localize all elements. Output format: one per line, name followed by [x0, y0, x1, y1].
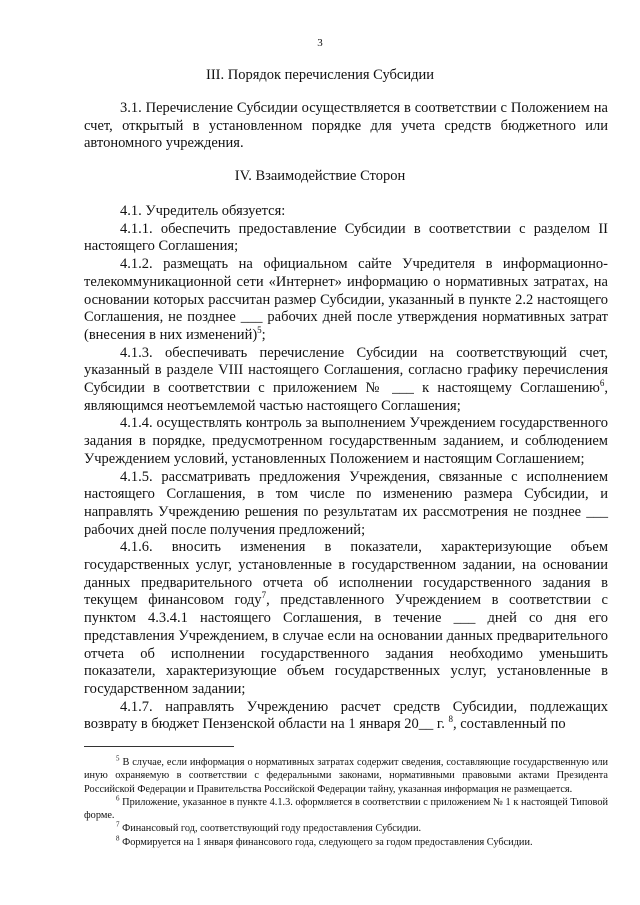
- footnote-divider: [84, 746, 234, 747]
- paragraph-4-1-5: 4.1.5. рассматривать предложения Учреждения, связанные с исполнением настоящего Соглашения, в том числе по изменению размера Субсидии, и направлять Учреждению решения по результатам их рассмотрения не позднее ___ рабочих дней после получения предложений;: [84, 468, 608, 538]
- footnote-6: $^6$ Приложение, указанное в пункте 4.1.3. оформляется в соответствии с приложением № 1 к настоящей Типовой форме.: [84, 794, 609, 822]
- footnote-ref-7: 7: [261, 590, 267, 601]
- paragraph-3-1: 3.1. Перечисление Субсидии осуществляется в соответствии с Положением на счет, открытый в установленном порядке для учета средств бюджетного или автономного учреждения.: [84, 100, 608, 152]
- section-title-4: IV. Взаимодействие Сторон: [234, 168, 406, 184]
- page-number: 3: [317, 37, 323, 49]
- footnote-7: $^7$ Финансовый год, соответствующий году предоставления Субсидии.: [116, 821, 422, 835]
- paragraph-4-1-4: 4.1.4. осуществлять контроль за выполнением Учреждением государственного задания в порядке, предусмотренном государственным заданием, и соблюдением Учреждением условий, установленных Положением и настоящим Соглашением;: [84, 415, 608, 467]
- footnote-ref-5: 5: [257, 325, 262, 336]
- paragraph-4-1: 4.1. Учредитель обязуется:: [120, 203, 286, 219]
- section-title-3: III. Порядок перечисления Субсидии: [205, 67, 434, 83]
- section-4-body: [84, 203, 608, 734]
- section-3-body: [84, 100, 608, 153]
- footnotes: [84, 756, 608, 849]
- paragraph-4-1-7: 4.1.7. направлять Учреждению расчет средств Субсидии, подлежащих возврату в бюджет Пензенской области на 1 января 20__ г. $^8$, составленный по: [84, 698, 608, 733]
- paragraph-4-1-1: 4.1.1. обеспечить предоставление Субсидии в соответствии с разделом II настоящего Соглашения;: [84, 220, 608, 255]
- footnote-5: $^5$ В случае, если информация о нормативных затратах содержит сведения, составляющие государственную или иную охраняемую в соответствии с федеральными законами, нормативными правовыми актами Президента Российской Федерации и Правительства Российской Федерации тайну, указанная информация не размещается.: [84, 754, 608, 795]
- footnote-8: $^8$ Формируется на 1 января финансового года, следующего за годом предоставления Субсидии.: [116, 834, 533, 848]
- paragraph-4-1-3: 4.1.3. обеспечивать перечисление Субсидии на соответствующий счет, указанный в разделе VIII настоящего Соглашения, согласно графику перечисления Субсидии в соответствии с приложением № ___ к настоящему Соглашению$^6$, являющимся неотъемлемой частью настоящего Соглашения;: [84, 344, 608, 414]
- footnote-ref-6: 6: [599, 378, 605, 389]
- paragraph-4-1-6: 4.1.6. вносить изменения в показатели, характеризующие объем государственных услуг, установленные в государственном задании, на основании данных предварительного отчета об исполнении государственного задания в текущем финансовом году$^7$, представленного Учреждением в соответствии с пунктом 4.3.4.1 настоящего Соглашения, в течение ___ дней со дня его представления Учреждением, в случае если на основании данных предварительного отчета об исполнении государственного задания необходимо уменьшить показатели, характеризующие объем государственных услуг, установленные в государственном задании;: [84, 539, 608, 697]
- paragraph-4-1-2: 4.1.2. размещать на официальном сайте Учредителя в информационно-телекоммуникационной сети «Интернет» информацию о нормативных затратах, на основании которых рассчитан размер Субсидии, указанный в пункте 2.2 настоящего Соглашения, не позднее ___ рабочих дней после утверждения нормативных затрат (внесения в них изменений)$^5$;: [84, 256, 608, 343]
- footnote-ref-8: 8: [448, 714, 453, 725]
